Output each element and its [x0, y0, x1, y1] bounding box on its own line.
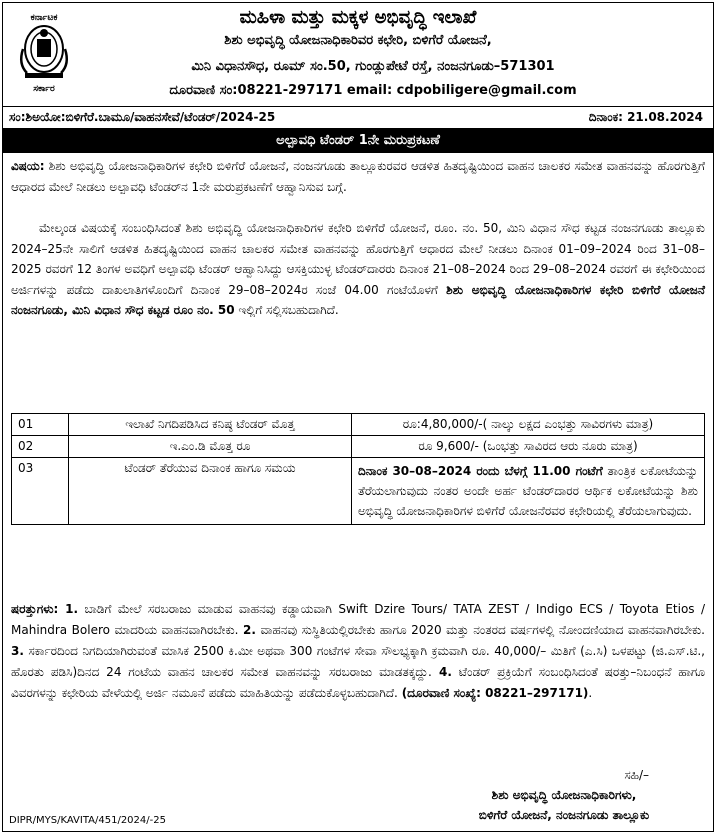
condition-text: ಟೆಂಡರ್ ಪ್ರಕ್ರಿಯೆಗೆ ಸಂಬಂಧಿಸಿದಂತೆ ಷರತ್ತು–ನಿಬಂಧನೆ ಹಾಗೂ ವಿವರಗಳನ್ನು ಕಛೇರಿಯ ವೇಳೆಯಲ್ಲಿ ಅರ್ಜಿ ನಮೂನೆ ಪಡೆದು ಮಾಹಿತಿಯನ್ನು ಪಡೆದುಕೊಳ್ಳಬಹುದಾಗಿದೆ.: [11, 665, 705, 700]
notice-frame: [2, 2, 714, 832]
subject-text: ಶಿಶು ಅಭಿವೃದ್ಧಿ ಯೋಜನಾಧಿಕಾರಿಗಳ ಕಛೇರಿ ಬಿಳಿಗೆರೆ ಯೋಜನೆ, ನಂಜನಗೂಡು ತಾಲ್ಲೂಕುರವರ ಆಡಳಿತ ಹಿತದೃಷ್ಟಿಯಿಂದ ವಾಹನ ಚಾಲಕರ ಸಮೇತ ವಾಹನವನ್ನು ಹೊರಗುತ್ತಿಗೆ ಆಧಾರದ ಮೇಲೆ ನೀಡಲು ಅಲ್ಪಾವಧಿ ಟೆಂಡರ್‌ನ 1ನೇ ಮರುಪ್ರಕಟಣೆಗೆ ಆಹ್ವಾನಿಸುವ ಬಗ್ಗೆ.: [11, 159, 705, 194]
body-text: ಮೇಲ್ಕಂಡ ವಿಷಯಕ್ಕೆ ಸಂಬಂಧಿಸಿದಂತೆ ಶಿಶು ಅಭಿವೃದ್ಧಿ ಯೋಜನಾಧಿಕಾರಿಗಳ ಕಛೇರಿ ಬಿಳಿಗೆರೆ ಯೋಜನೆ, ರೂಂ. ನಂ. 50, ಮಿನಿ ವಿಧಾನ ಸೌಧ ಕಟ್ಟಡ ನಂಜನಗೂಡು ತಾಲ್ಲೂಕು 2024–25ನೇ ಸಾಲಿಗೆ ಆಡಳಿತ ಹಿತದೃಷ್ಟಿಯಿಂದ ವಾಹನ ಚಾಲಕರ ಸಮೇತ ವಾಹನವನ್ನು ಹೊರಗುತ್ತಿಗೆ ಆಧಾರದ ಮೇಲೆ ನೀಡಲು ದಿನಾಂಕ 01–09–2024 ರಿಂದ 31–08–2025 ರವರಗೆ 12 ತಿಂಗಳ ಅವಧಿಗೆ ಅಲ್ಪಾವಧಿ ಟೆಂಡರ್ ಆಹ್ವಾನಿಸಿದ್ದು ಆಸಕ್ತಿಯುಳ್ಳ ಟೆಂಡರ್‌ದಾರರು ದಿನಾಂಕ 21–08–2024 ರಿಂದ 29–08–2024 ರವರಗೆ ಈ ಕಛೇರಿಯಿಂದ ಅರ್ಜಿಗಳನ್ನು ಪಡೆದು ದಾಖಲಾತಿಗಳೊಂದಿಗೆ ದಿನಾಂಕ 29–08–2024ರ ಸಂಜೆ 04.00 ಗಂಟೆಯೊಳಗೆ: [11, 221, 705, 297]
table-row: [12, 436, 705, 458]
row-label: ಇ.ಎಂ.ಡಿ ಮೊತ್ತ ರೂ: [69, 436, 352, 458]
svg-text:ಸರ್ಕಾರ: ಸರ್ಕಾರ: [33, 84, 55, 94]
row-label: ಇಲಾಖೆ ನಿಗದಿಪಡಿಸಿದ ಕನಿಷ್ಠ ಟೆಂಡರ್ ಮೊತ್ತ: [69, 414, 352, 436]
letterhead: [3, 3, 713, 107]
body-tail: ಇಲ್ಲಿಗೆ ಸಲ್ಲಿಸಬಹುದಾಗಿದೆ.: [234, 303, 339, 317]
office-address: ಮಿನಿ ವಿಧಾನಸೌಧ, ರೂಮ್ ಸಂ.50, ಗುಂಡ್ಲುಪೇಟೆ ರಸ್ತೆ, ನಂಜನಗೂಡು–571301: [191, 59, 555, 74]
office-contact: ದೂರವಾಣಿ ಸಂ:08221-297171 email: cdpobiligere@gmail.com: [169, 83, 577, 98]
signatory-title: ಶಿಶು ಅಭಿವೃದ್ಧಿ ಯೋಜನಾಧಿಕಾರಿಗಳು,: [491, 788, 637, 802]
condition-text: ವಾಹನವು ಸುಸ್ಥಿತಿಯಲ್ಲಿರಬೇಕು ಹಾಗೂ 2020 ಮತ್ತು ನಂತರದ ವರ್ಷಗಳಲ್ಲಿ ನೋಂದಣಿಯಾದ ವಾಹನವಾಗಿರಬೇಕು.: [255, 623, 705, 637]
opening-description: ತಾಂತ್ರಿಕ ಲಕೋಟೆಯನ್ನು ತೆರೆಯಲಾಗುವುದು ನಂತರ ಅಂದೇ ಅರ್ಹ ಟೆಂಡರ್‌ದಾರರ ಆರ್ಥಿಕ ಲಕೋಟೆಯನ್ನು ಶಿಶು ಅಭಿವೃದ್ಧಿ ಯೋಜನಾಧಿಕಾರಿಗಳ ಬಿಳಿಗೆರೆ ಯೋಜನೆರವರ ಕಛೇರಿಯಲ್ಲಿ ತೆರೆಯಲಾಗುವುದು.: [358, 464, 698, 518]
row-number: 02: [12, 436, 69, 458]
conditions-label: ಷರತ್ತುಗಳು:: [11, 602, 59, 616]
department-name: ಮಹಿಳಾ ಮತ್ತು ಮಕ್ಕಳ ಅಭಿವೃದ್ಧಿ ಇಲಾಖೆ: [239, 7, 477, 28]
dipr-code: DIPR/MYS/KAVITA/451/2024/-25: [9, 815, 166, 826]
notice-title: ಅಲ್ಪಾವಧಿ ಟೆಂಡರ್ 1ನೇ ಮರುಪ್ರಕಟಣೆ: [3, 129, 713, 153]
table-row: [12, 414, 705, 436]
row-value: ರೂ:4,80,000/-( ನಾಲ್ಕು ಲಕ್ಷದ ಎಂಭತ್ತು ಸಾವಿರಗಳು ಮಾತ್ರ): [352, 414, 705, 436]
signature-block: [429, 765, 699, 825]
office-phone: (ದೂರವಾಣಿ ಸಂಖ್ಯೆ: 08221–297171): [401, 686, 589, 700]
subject-label: ವಿಷಯ:: [11, 159, 45, 173]
row-value: ರೂ 9,600/- (ಒಂಭತ್ತು ಸಾವಿರದ ಆರು ನೂರು ಮಾತ್ರ): [352, 436, 705, 458]
conditions-paragraph: [11, 599, 705, 704]
tender-details-table: [11, 413, 705, 525]
condition-end: .: [588, 686, 593, 700]
notice-date: ದಿನಾಂಕ: 21.08.2024: [588, 110, 703, 124]
svg-text:ಕರ್ನಾಟಕ: ಕರ್ನಾಟಕ: [30, 13, 58, 23]
signatory-office: ಬಿಳಿಗೆರೆ ಯೋಜನೆ, ನಂಜನಗೂಡು ತಾಲ್ಲೂಕು: [478, 808, 650, 822]
condition-text: ಸರ್ಕಾರದಿಂದ ನಿಗದಿಯಾಗಿರುವಂತೆ ಮಾಸಿಕ 2500 ಕಿ.ಮೀ ಅಥವಾ 300 ಗಂಟೆಗಳ ಸೇವಾ ಸೌಲಭ್ಯಕ್ಕಾಗಿ ಕ್ರಮವಾಗಿ ರೂ. 40,000/– ಮಿತಿಗೆ (ಎ.ಸಿ) ಒಳಪಟ್ಟು (ಜಿ.ಎಸ್.ಟಿ., ಹೊರತು ಪಡಿಸಿ)ದಿನದ 24 ಗಂಟೆಯ ವಾಹನ ಚಾಲಕರ ಸಮೇತ ವಾಹನವನ್ನು ಸರಬರಾಜು ಮಾಡತಕ್ಕದ್ದು.: [11, 644, 705, 679]
signature-mark: ಸಹಿ/–: [624, 768, 649, 782]
body-paragraph: [11, 218, 705, 321]
row-value: [352, 458, 705, 525]
reference-row: [3, 107, 713, 129]
subject-paragraph: [11, 156, 705, 197]
office-name: ಶಿಶು ಅಭಿವೃದ್ಧಿ ಯೋಜನಾಧಿಕಾರಿವರ ಕಛೇರಿ, ಬಿಳಿಗೆರೆ ಯೋಜನೆ,: [224, 33, 492, 48]
condition-text: ಬಾಡಿಗೆ ಮೇಲೆ ಸರಬರಾಜು ಮಾಡುವ ವಾಹನವು ಕಡ್ಡಾಯವಾಗಿ Swift Dzire Tours/ TATA ZEST / Indigo ECS / Toyota Etios / Mahindra Bolero ಮಾದರಿಯ ವಾಹನವಾಗಿರಬೇಕು.: [11, 602, 705, 637]
condition-number: 1.: [58, 602, 79, 616]
reference-number: ಸಂ:ಶಿಅಯೋ:ಬಿಳಿಗೆರೆ.ಬಾಮೂ/ವಾಹನಸೇವೆ/ಟೆಂಡರ್/2024-25: [9, 110, 276, 124]
row-number: 03: [12, 458, 69, 525]
row-number: 01: [12, 414, 69, 436]
condition-number: 4.: [431, 665, 452, 679]
condition-number: 2.: [243, 623, 256, 637]
body-bold-text: ಶಿಶು ಅಭಿವೃದ್ಧಿ ಯೋಜನಾಧಿಕಾರಿಗಳ ಕಛೇರಿ ಬಿಳಿಗೆರೆ ಯೋಜನೆ ನಂಜನಗೂಡು, ಮಿನಿ ವಿಧಾನ ಸೌಧ ಕಟ್ಟಡ ರೂಂ ನಂ. 50: [11, 282, 705, 317]
opening-datetime: ದಿನಾಂಕ 30–08–2024 ರಂದು ಬೆಳಗ್ಗೆ 11.00 ಗಂಟೆಗೆ: [358, 464, 603, 478]
row-label: ಟೆಂಡರ್ ತೆರೆಯುವ ದಿನಾಂಕ ಹಾಗೂ ಸಮಯ: [69, 458, 352, 525]
table-row: [12, 458, 705, 525]
condition-number: 3.: [11, 644, 24, 658]
